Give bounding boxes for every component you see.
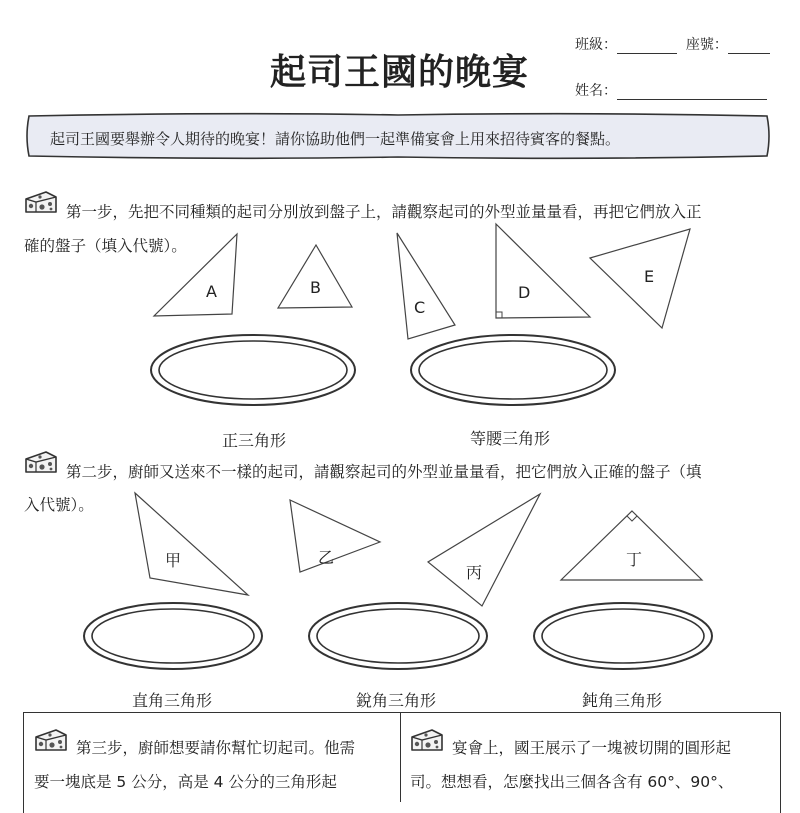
class-label: 班級： <box>575 37 617 53</box>
plate-label-right: 直角三角形 <box>132 691 213 710</box>
step2-line2: 入代號）。 <box>24 496 94 514</box>
triangle-label-bing: 丙 <box>466 563 483 582</box>
step3-line1: 第三步，廚師想要請你幫忙切起司。他需 <box>76 739 356 757</box>
cheese-triangle-bing <box>428 494 540 606</box>
triangle-label-b: B <box>310 278 321 297</box>
plate-right-inner <box>92 609 254 663</box>
triangle-label-c: C <box>414 298 426 317</box>
right-angle-mark-ding <box>627 516 637 521</box>
triangle-label-ding: 丁 <box>626 550 643 569</box>
step1-line2: 確的盤子（填入代號）。 <box>24 237 187 255</box>
step2-line1: 第二步，廚師又送來不一樣的起司，請觀察起司的外型並量量看，把它們放入正確的盤子（填 <box>66 463 702 481</box>
step4-line2: 司。想想看，怎麼找出三個各含有 60°、90°、 <box>410 773 734 791</box>
seat-label: 座號： <box>685 37 728 53</box>
triangle-label-d: D <box>518 283 531 302</box>
plate-label-obtuse: 鈍角三角形 <box>582 691 663 710</box>
step1-line1: 第一步，先把不同種類的起司分別放到盤子上，請觀察起司的外型並量量看，再把它們放入正 <box>66 203 702 221</box>
plate-acute-outer <box>309 603 487 669</box>
triangle-label-e: E <box>644 267 655 286</box>
triangle-label-jia: 甲 <box>165 551 182 570</box>
name-label: 姓名： <box>575 83 617 99</box>
step3-line2: 要一塊底是 5 公分，高是 4 公分的三角形起 <box>34 773 337 791</box>
triangle-label-yi: 乙 <box>318 548 335 567</box>
cheese-triangle-jia <box>135 493 248 595</box>
page-title: 起司王國的晚宴 <box>270 52 530 93</box>
plate-obtuse-outer <box>534 603 712 669</box>
plate-label-acute: 銳角三角形 <box>356 691 437 710</box>
plate-acute-inner <box>317 609 479 663</box>
plate-right-outer <box>84 603 262 669</box>
table-divider <box>400 712 401 802</box>
cheese-icon <box>410 727 444 753</box>
intro-text: 起司王國要舉辦令人期待的晚宴！請你協助他們一起準備宴會上用來招待賓客的餐點。 <box>50 130 621 148</box>
plate-obtuse-inner <box>542 609 704 663</box>
cheese-triangle-yi <box>290 500 380 572</box>
plate-label-equilateral: 正三角形 <box>222 431 287 450</box>
cheese-icon <box>34 727 68 753</box>
triangle-label-a: A <box>206 282 217 301</box>
plate-label-isosceles: 等腰三角形 <box>470 429 551 448</box>
step4-line1: 宴會上，國王展示了一塊被切開的圓形起 <box>452 739 732 757</box>
